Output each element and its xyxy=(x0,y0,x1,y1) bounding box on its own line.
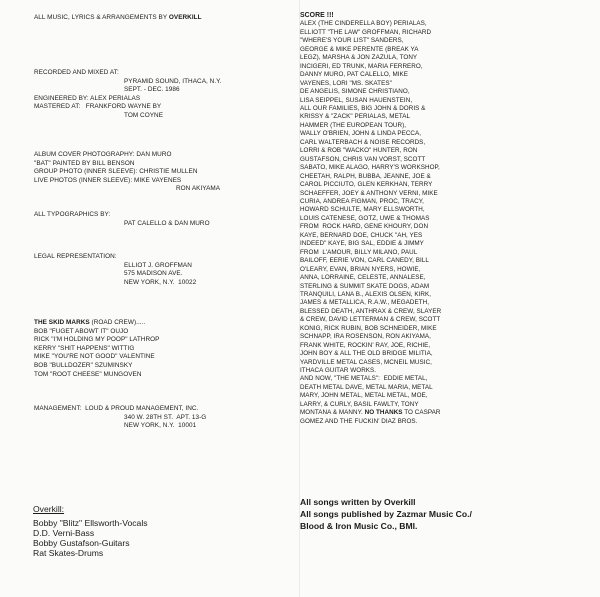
score-line: CURIA, ANDREA FIGMAN, PROC, TRACY, xyxy=(300,197,424,205)
typography-names: PAT CALELLO & DAN MURO xyxy=(124,219,210,227)
publishing-notes xyxy=(300,496,472,532)
score-line: KAYE, BERNARD DOE, CHUCK "AH, YES xyxy=(300,231,423,239)
band-name: OVERKILL xyxy=(168,14,202,21)
photo-credit-4: LIVE PHOTOS (INNER SLEEVE): MIKE VAYENES xyxy=(34,176,182,184)
score-line: CAROL PICCIUTO, GLEN KERKHAN, TERRY xyxy=(300,181,433,189)
score-final-line: GOMEZ AND THE FUCKIN' DIAZ BROS. xyxy=(300,417,418,425)
score-line: DE ANGELIS, SIMONE CHRISTIANO, xyxy=(300,88,410,96)
score-line: DEATH METAL DAVE, METAL MARIA, METAL xyxy=(300,383,433,391)
score-line: JOHN BOY & ALL THE OLD BRIDGE MILITIA, xyxy=(300,350,433,358)
score-line: INCIGERI, ED TRUNK, MARIA FERRERO, xyxy=(300,62,423,70)
management-block xyxy=(34,405,206,431)
score-line: FRANK WHITE, ROCKIN' RAY, JOE, RICHIE, xyxy=(300,341,431,349)
road-crew-member: MIKE "YOU'RE NOT GOOD" VALENTINE xyxy=(34,353,155,361)
score-line: & CREW, DAVID LETTERMAN & CREW, SCOTT xyxy=(300,316,441,324)
score-line: TRANQUILI, LANA B., ALEXIS OLSEN, KIRK, xyxy=(300,290,432,298)
score-line: O'LEARY, EVAN, BRIAN NYERS, HOWIE, xyxy=(300,265,421,273)
all-music-credit xyxy=(34,14,202,23)
score-line: JAMES & METALLICA, R.A.W., MEGADETH, xyxy=(300,299,430,307)
score-line: SABATO, MIKE ALAGO, HARRY'S WORKSHOP, xyxy=(300,164,440,172)
score-line: ANNA, LORRAINE, CELESTE, ANNALESE, xyxy=(300,274,426,282)
score-line: ALL OUR FAMILIES, BIG JOHN & DORIS & xyxy=(300,104,426,112)
legal-block xyxy=(34,253,196,287)
photo-credit-1: ALBUM COVER PHOTOGRAPHY: DAN MURO xyxy=(34,151,172,158)
score-line: GEORGE & MIKE PERENTE (BREAK YA xyxy=(300,45,419,53)
score-line: FROM L'AMOUR, BILLY MILANO, PAUL xyxy=(300,248,418,256)
score-line: CARL WALTERBACH & NOISE RECORDS, xyxy=(300,138,426,146)
band-members xyxy=(33,504,148,558)
score-line: FROM ROCK HARD, GENE KHOURY, DON xyxy=(300,223,429,231)
legal-name: ELLIOT J. GROFFMAN xyxy=(124,261,192,269)
score-line: LISA SEIPPEL, SUSAN HAUENSTEIN, xyxy=(300,96,413,104)
score-line: "WHERE'S YOUR LIST" SANDERS, xyxy=(300,37,404,45)
recorded-label: RECORDED AND MIXED AT: xyxy=(34,69,119,76)
score-line: ITHACA GUITAR WORKS. xyxy=(300,367,377,375)
member-line: Bobby Gustafson-Guitars xyxy=(33,538,130,548)
photo-credit-5: RON AKIYAMA xyxy=(176,185,221,193)
score-line: LOUIS CATENESE, GOTZ, UWE & THOMAS xyxy=(300,214,430,222)
score-line: HAMMER (THE EUROPEAN TOUR), xyxy=(300,121,407,129)
recorded-studio: PYRAMID SOUND, ITHACA, N.Y. xyxy=(124,77,222,85)
no-thanks-label: NO THANKS xyxy=(364,409,403,417)
score-line: STERLING & SUMMIT SKATE DOGS, ADAM xyxy=(300,282,430,290)
score-line: AND NOW, "THE METALS": EDDIE METAL, xyxy=(300,375,428,383)
score-line: LEGZ), MARSHA & JON ZAZULA, TONY xyxy=(300,54,418,62)
score-line: WALLY O'BRIEN, JOHN & LINDA PECCA, xyxy=(300,130,422,138)
road-crew-member: RICK "I'M HOLDING MY POOP" LATHROP xyxy=(34,336,160,344)
score-line: KONIG, RICK RUBIN, BOB SCHNEIDER, MIKE xyxy=(300,324,437,332)
score-title: SCORE !!! xyxy=(300,12,334,19)
photography-block xyxy=(34,151,220,194)
typography-block xyxy=(34,211,210,228)
members-title: Overkill: xyxy=(33,504,65,514)
road-crew-suffix: (ROAD CREW)..... xyxy=(89,319,146,326)
score-line: LARRY, & CURLY, BASIL FAWLTY, TONY xyxy=(300,400,419,408)
management-label: MANAGEMENT: LOUD & PROUD MANAGEMENT, INC. xyxy=(34,405,199,412)
score-line: MARY, JOHN METAL, METAL METAL, MOE, xyxy=(300,392,428,400)
songs-published: All songs published by Zazmar Music Co./ xyxy=(300,509,472,519)
road-crew-member: BOB "BULLDOZER" SZUMINSKY xyxy=(34,361,133,369)
songs-bmi: Blood & Iron Music Co., BMI. xyxy=(300,521,418,531)
member-line: Bobby "Blitz" Ellsworth-Vocals xyxy=(33,518,148,528)
score-line: ALEX (THE CINDERELLA BOY) PERIALAS, xyxy=(300,20,427,28)
all-music-label: ALL MUSIC, LYRICS & ARRANGEMENTS BY xyxy=(34,14,169,21)
score-line: BLESSED DEATH, ANTHRAX & CREW, SLAYER xyxy=(300,307,442,315)
score-line: KRISSY & "ZACK" PERIALAS, METAL xyxy=(300,113,411,121)
score-line: INDEED" KAYE, BIG SAL, EDDIE & JIMMY xyxy=(300,240,424,248)
road-crew-member: BOB "FUGET ABOWT IT" OUJO xyxy=(34,327,129,335)
management-address-1: 340 W. 28TH ST. APT. 13-G xyxy=(124,413,207,421)
member-line: Rat Skates-Drums xyxy=(33,548,104,558)
road-crew-title: THE SKID MARKS xyxy=(34,319,90,326)
score-line: BAILOFF, EERIE VON, CARL CANEDY, BILL xyxy=(300,257,429,265)
score-line: GUSTAFSON, CHRIS VAN VORST, SCOTT xyxy=(300,155,426,163)
score-last-prefix: MONTANA & MANNY. xyxy=(300,409,365,417)
recorded-dates: SEPT. - DEC. 1986 xyxy=(124,86,180,94)
score-line: HOWARD SCHULTE, MARY ELLSWORTH, xyxy=(300,206,425,214)
photo-credit-3: GROUP PHOTO (INNER SLEEVE): CHRISTIE MULLEN xyxy=(34,168,198,176)
road-crew-member: KERRY "SHIT HAPPENS" WITTIG xyxy=(34,344,135,352)
score-line: ELLIOTT "THE LAW" GROFFMAN, RICHARD xyxy=(300,28,432,36)
legal-address-2: NEW YORK, N.Y. 10022 xyxy=(124,278,197,286)
mastered-engineer: TOM COYNE xyxy=(124,111,164,119)
score-line: YARDVILLE METAL CASES, MCNEIL MUSIC, xyxy=(300,358,432,366)
recorded-block xyxy=(34,69,221,121)
songs-written: All songs written by Overkill xyxy=(300,497,416,507)
score-last-suffix: TO CASPAR xyxy=(402,409,441,417)
member-line: D.D. Verni-Bass xyxy=(33,528,95,538)
score-line: VAYENES, LORI "MS. SKATES" xyxy=(300,79,392,87)
score-line: DANNY MURO, PAT CALELLO, MIKE xyxy=(300,71,409,79)
mastered-credit: MASTERED AT: FRANKFORD WAYNE BY xyxy=(34,103,162,111)
typography-label: ALL TYPOGRAPHICS BY: xyxy=(34,211,111,218)
engineered-credit: ENGINEERED BY: ALEX PERIALAS xyxy=(34,94,141,102)
score-lines xyxy=(300,20,460,409)
score-thanks xyxy=(300,12,460,426)
management-address-2: NEW YORK, N.Y. 10001 xyxy=(124,422,197,430)
legal-address-1: 575 MADISON AVE. xyxy=(124,270,183,278)
score-line: SCHAEFFER, JOEY & ANTHONY VERNI, MIKE xyxy=(300,189,438,197)
legal-label: LEGAL REPRESENTATION: xyxy=(34,253,117,260)
road-crew-block xyxy=(34,319,159,379)
road-crew-member: TOM "ROOT CHEESE" MUNGOVEN xyxy=(34,370,142,378)
score-line: LORRI & ROB "WACKO" HUNTER, RON xyxy=(300,147,418,155)
photo-credit-2: "BAT" PAINTED BY BILL BENSON xyxy=(34,159,135,167)
score-line: CHEETAH, RALPH, BUBBA, JEANNE, JOE & xyxy=(300,172,431,180)
score-line: SCHNAPP, IRA ROSENSON, RON AKIYAMA, xyxy=(300,333,431,341)
